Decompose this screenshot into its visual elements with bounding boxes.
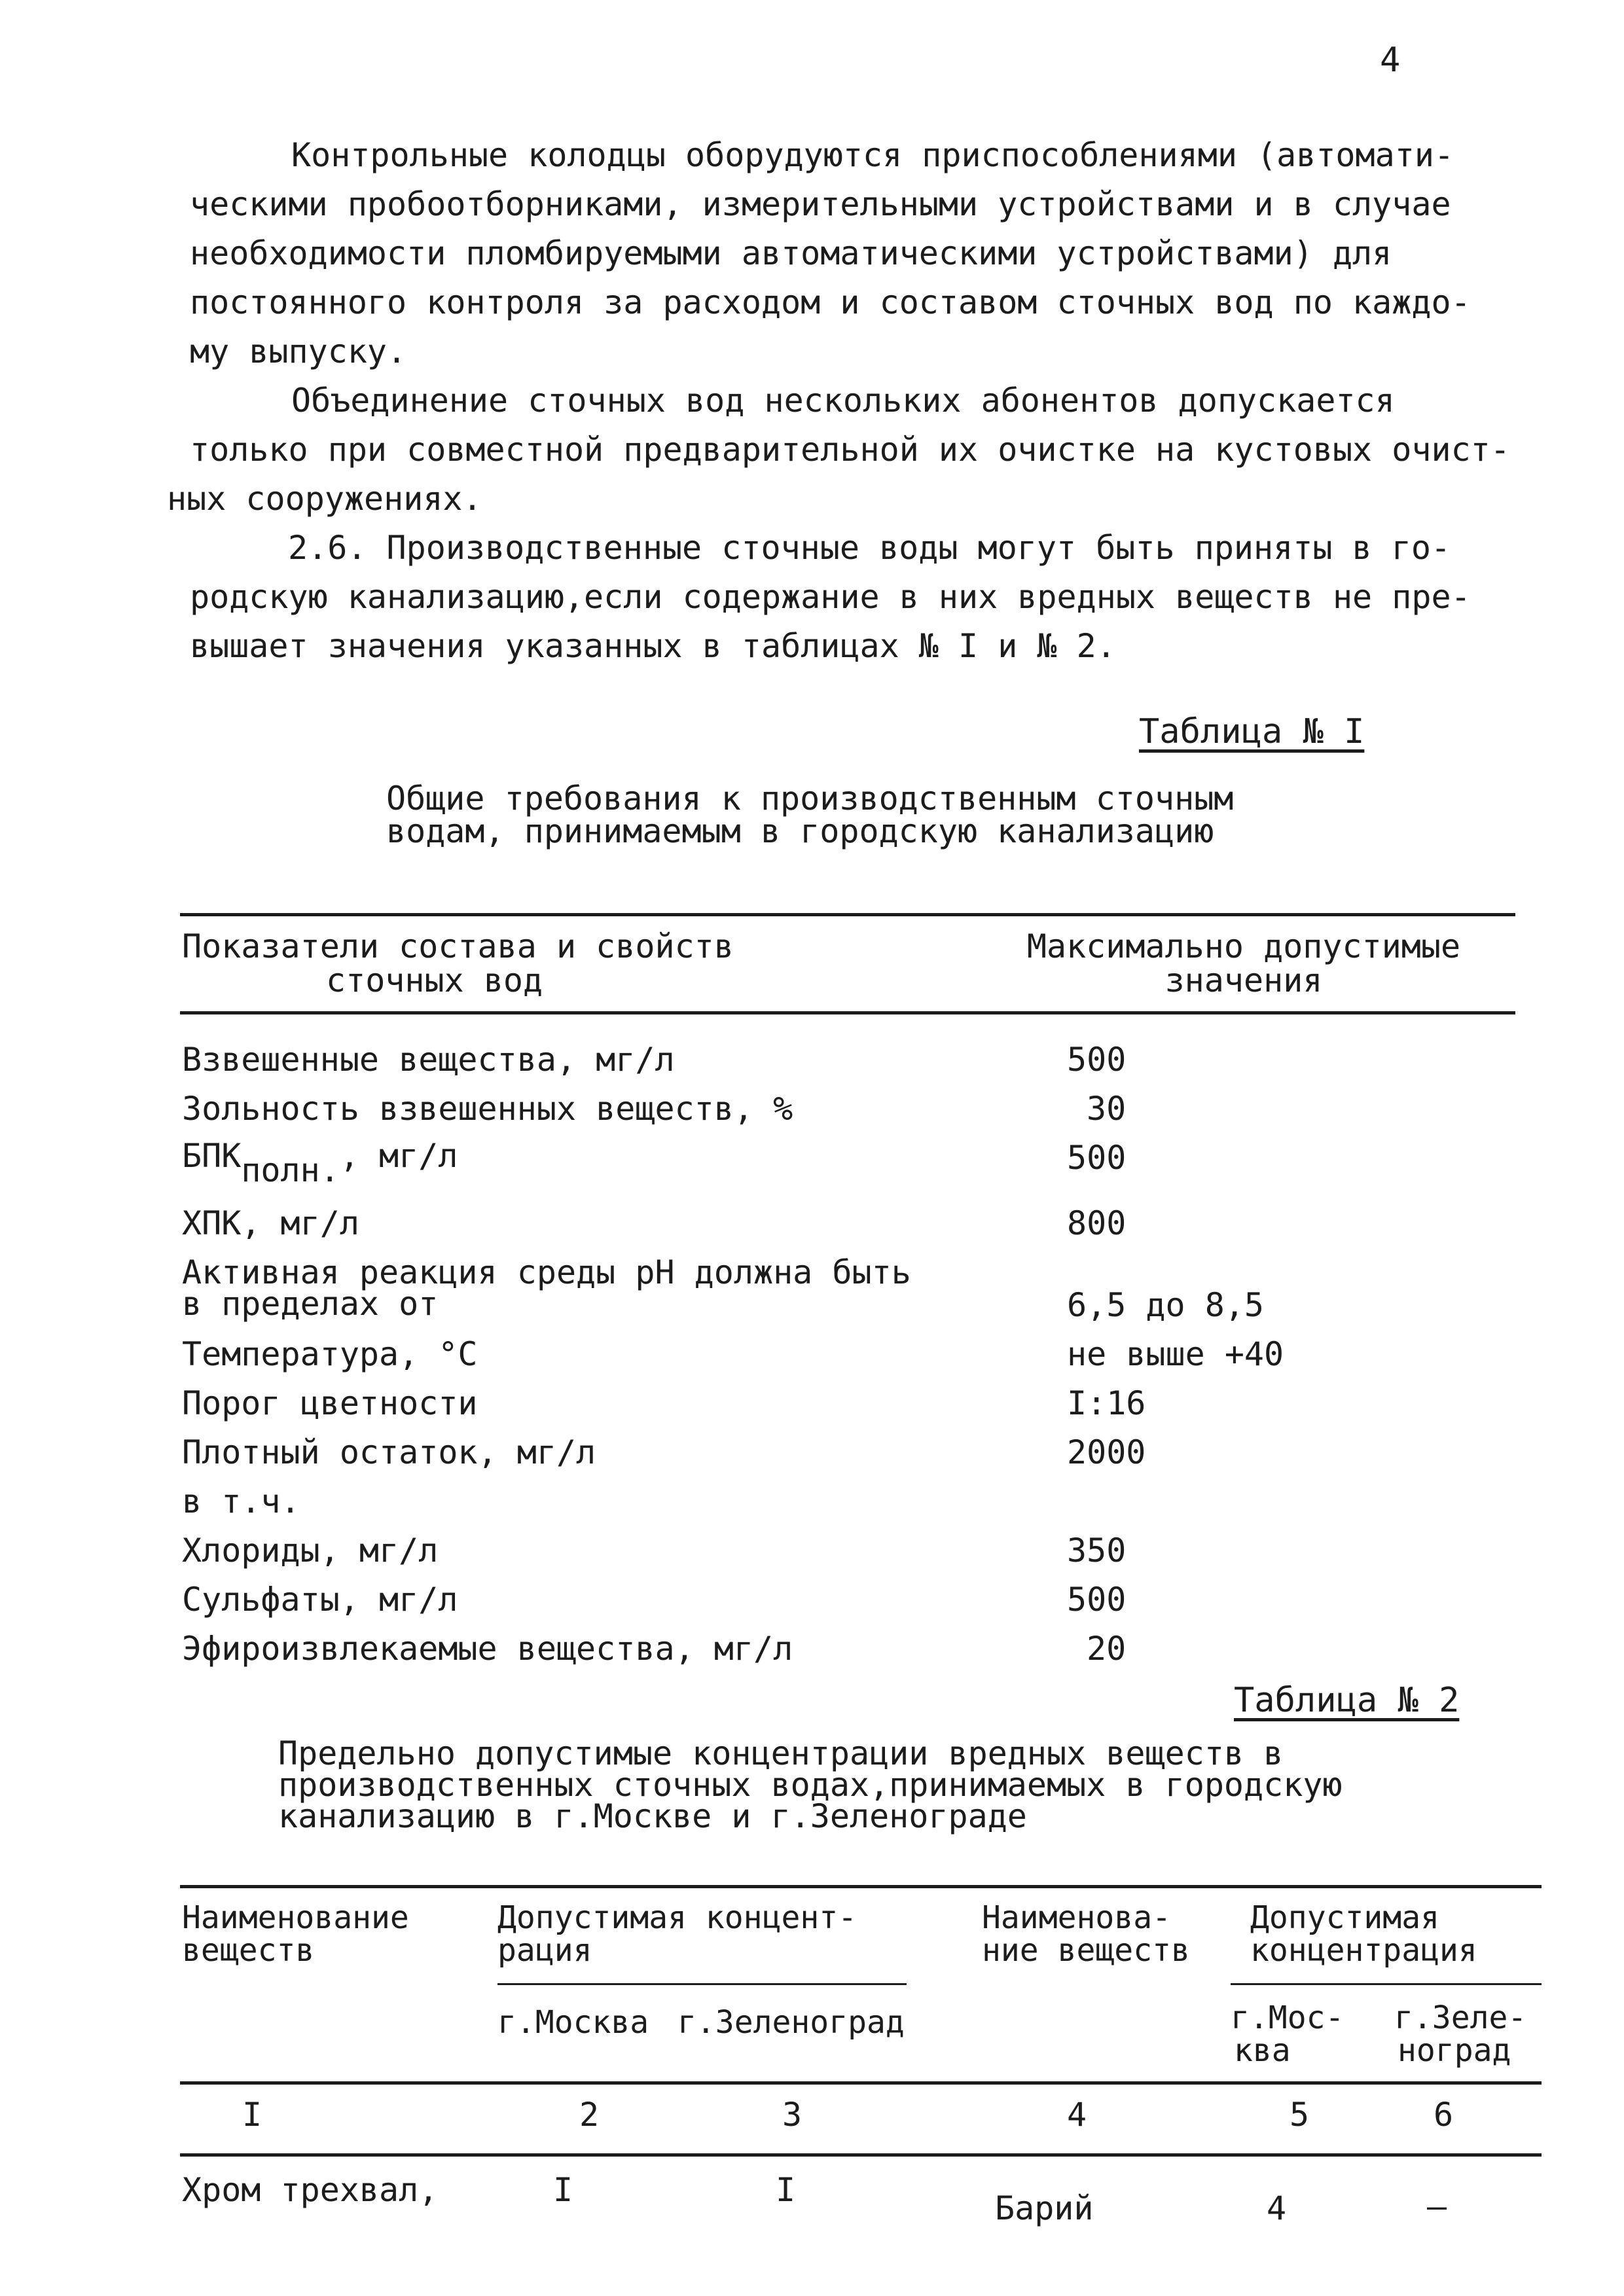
table2-header-rule	[180, 2081, 1542, 2085]
table2-header-line: ква	[1234, 2032, 1291, 2069]
table2-colnum-2: 2	[579, 2096, 600, 2134]
table1-row	[182, 1632, 793, 1666]
table1-row-value: 20	[1087, 1630, 1127, 1668]
table2-header-line: рация	[497, 1932, 592, 1969]
page-number: 4	[1380, 41, 1401, 80]
table1-row-name: в т.ч.	[182, 1482, 300, 1520]
paragraph-2	[167, 376, 1564, 524]
table2-title-line: Предельно допустимые концентрации вредных веществ в	[278, 1734, 1284, 1772]
table2-colnum-6: 6	[1433, 2096, 1454, 2134]
paragraph-3	[190, 524, 1564, 671]
table1-row	[182, 1583, 458, 1617]
table1-row	[182, 1253, 911, 1323]
table2-row-c4: Барий	[995, 2189, 1094, 2227]
paragraph-line: ческими пробоотборниками, измерительными устройствами и в случае	[190, 185, 1451, 223]
table2-colnum-3: 3	[782, 2096, 803, 2134]
table2-colnum-rule	[180, 2153, 1542, 2157]
table2-header-col6-sub	[1394, 2001, 1526, 2067]
table1-header-col1-line: сточных вод	[326, 961, 543, 999]
table2-header-line: Допустимая	[1250, 1899, 1439, 1936]
table2-row-c1: Хром трехвал,	[182, 2171, 439, 2209]
table1-row-name-cont: в пределах от	[182, 1285, 439, 1323]
table1-row-name: Порог цветности	[182, 1384, 478, 1422]
table1-row-name: Плотный остаток, мг/л	[182, 1433, 596, 1471]
table2-title	[278, 1734, 1343, 1835]
table1-header-col1-line: Показатели состава и свойств	[182, 927, 734, 965]
table1-row-name: БПК	[182, 1137, 242, 1175]
table2-header-line: ние веществ	[982, 1932, 1190, 1969]
table2-header-col5-sub	[1231, 2001, 1344, 2067]
table1-header-col2-line: значения	[1164, 961, 1323, 999]
paragraph-line: Контрольные колодцы оборудуются приспособлениями (автомати-	[291, 136, 1454, 174]
table1-row-name: Взвешенные вещества, мг/л	[182, 1041, 675, 1079]
table2-title-line: канализацию в г.Москве и г.Зеленограде	[278, 1797, 1027, 1835]
table2-header-line: г.Зеле-	[1394, 2000, 1527, 2036]
table1-row	[182, 1386, 478, 1420]
paragraph-1	[190, 131, 1564, 376]
table1-row-value: 500	[1067, 1041, 1127, 1079]
table1-row	[182, 1092, 793, 1126]
table1-row-subscript: полн.	[241, 1151, 340, 1189]
table1-title-line: водам, принимаемым в городскую канализацию	[386, 812, 1214, 850]
table1-row-suffix: , мг/л	[339, 1137, 458, 1175]
table2-header-line: ноград	[1398, 2032, 1511, 2069]
table1-row	[182, 1043, 675, 1077]
table2-caption: Таблица № 2	[1234, 1681, 1460, 1720]
table1-title	[386, 782, 1233, 848]
table2-colnum-4: 4	[1066, 2096, 1087, 2134]
table1-top-rule	[180, 913, 1515, 916]
table2-subheader-rule-right	[1231, 1983, 1542, 1985]
paragraph-line: Объединение сточных вод нескольких абонентов допускается	[291, 382, 1395, 420]
table1-header-rule	[180, 1011, 1515, 1014]
paragraph-line: необходимости пломбируемыми автоматическими устройствами) для	[190, 234, 1392, 272]
table2-header-line: Наименова-	[982, 1899, 1171, 1936]
table1-row-value: I:16	[1067, 1384, 1146, 1422]
table1-row-name: Активная реакция среды рН должна быть	[182, 1253, 911, 1291]
table2-row-c2: I	[552, 2171, 573, 2209]
table1-row-name: Эфироизвлекаемые вещества, мг/л	[182, 1630, 793, 1668]
table1-row-name: ХПК, мг/л	[182, 1204, 359, 1242]
table2-header-col1	[182, 1901, 409, 1967]
table1-row	[182, 1137, 458, 1189]
table1-title-line: Общие требования к производственным сточным	[386, 780, 1234, 817]
table1-header-col1	[182, 929, 734, 997]
paragraph-line: постоянного контроля за расходом и составом сточных вод по каждо-	[190, 283, 1471, 321]
table1-row	[182, 1435, 596, 1469]
table1-row	[182, 1206, 359, 1240]
table2-row-c5: 4	[1266, 2189, 1287, 2227]
table1-caption: Таблица № I	[1139, 712, 1365, 751]
table1-row-value: не выше +40	[1067, 1335, 1284, 1373]
table1-row-value: 500	[1067, 1581, 1127, 1619]
table2-header-col56	[1250, 1901, 1477, 1967]
table1-row-value: 800	[1067, 1204, 1127, 1242]
paragraph-line: родскую канализацию,если содержание в них вредных веществ не пре-	[190, 578, 1471, 616]
paragraph-line: му выпуску.	[190, 332, 407, 370]
table2-header-col4	[982, 1901, 1190, 1967]
table1-row	[182, 1484, 300, 1518]
table2-colnum-5: 5	[1289, 2096, 1310, 2134]
table2-header-line: г.Мос-	[1231, 2000, 1344, 2036]
table1-row-value: 350	[1067, 1532, 1127, 1570]
paragraph-line: вышает значения указанных в таблицах № I и № 2.	[190, 627, 1116, 665]
table2-top-rule	[180, 1885, 1542, 1888]
paragraph-line: только при совместной предварительной их очистке на кустовых очист-	[190, 431, 1510, 469]
table1-header-col2-line: Максимально допустимые	[1026, 927, 1461, 965]
table1-row-value: 500	[1067, 1139, 1127, 1177]
paragraph-line: ных сооружениях.	[167, 480, 482, 518]
table1-row-name: Сульфаты, мг/л	[182, 1581, 458, 1619]
table1-row-name: Зольность взвешенных веществ, %	[182, 1090, 793, 1128]
table2-colnum-1: I	[242, 2096, 262, 2134]
table2-row-c6: –	[1426, 2187, 1447, 2225]
table1-row-value: 30	[1087, 1090, 1127, 1128]
table2-header-col23	[497, 1901, 857, 1967]
table1-row-name: Хлориды, мг/л	[182, 1532, 439, 1570]
table1-row	[182, 1534, 438, 1568]
table1-row-name: Температура, °С	[182, 1335, 478, 1373]
paragraph-line: 2.6. Производственные сточные воды могут быть приняты в го-	[288, 529, 1451, 567]
table2-header-line: Допустимая концент-	[497, 1899, 857, 1936]
table2-title-line: производственных сточных водах,принимаемых в городскую	[278, 1766, 1343, 1804]
table1-row-value: 6,5 до 8,5	[1067, 1286, 1265, 1324]
table2-header-line: веществ	[182, 1932, 315, 1969]
table2-header-col2-sub: г.Москва	[497, 2004, 649, 2041]
table1-header-col2	[1008, 929, 1479, 997]
table2-header-line: Наименование	[182, 1899, 409, 1936]
table1-row	[182, 1337, 478, 1371]
table2-row-c3: I	[775, 2171, 796, 2209]
table2-header-col3-sub: г.Зеленоград	[677, 2004, 905, 2041]
table2-header-line: концентрация	[1250, 1932, 1477, 1969]
table2-subheader-rule	[497, 1983, 907, 1985]
table1-row-value: 2000	[1067, 1433, 1146, 1471]
